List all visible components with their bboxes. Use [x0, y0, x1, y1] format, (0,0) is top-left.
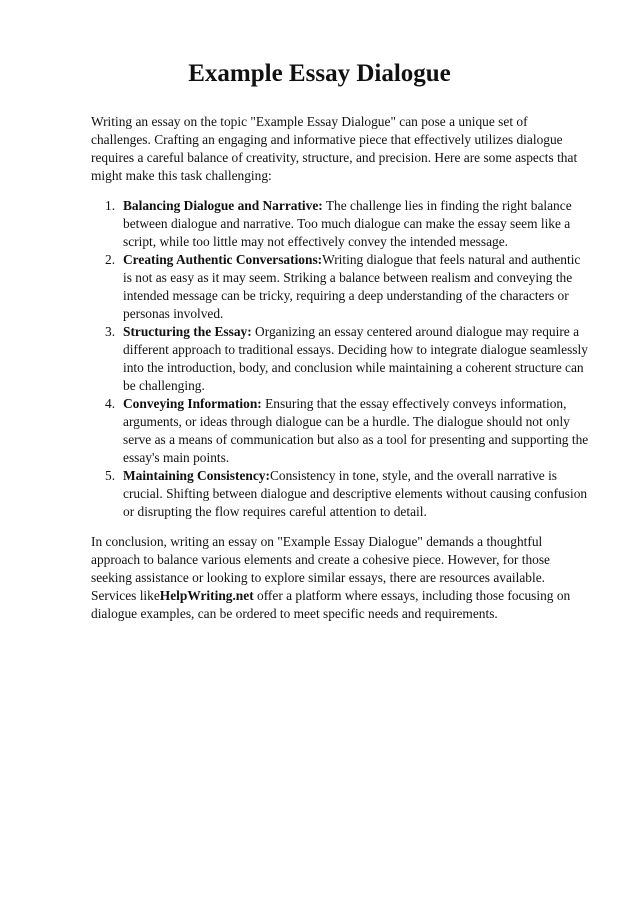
list-item-number: 4. — [105, 396, 116, 411]
list-item-term: Balancing Dialogue and Narrative: — [123, 198, 323, 213]
list-item — [105, 395, 590, 467]
list-item — [105, 197, 590, 251]
conclusion-paragraph — [91, 533, 590, 623]
list-item — [105, 467, 590, 521]
aspects-list — [91, 197, 590, 521]
list-item-text: Consistency in tone, style, and the overall narrative is crucial. Shifting between dialogue and descriptive elements without causing confusion or disrupting the flow requires careful attention to detail. — [123, 468, 588, 519]
brand-link[interactable]: HelpWriting.net — [159, 588, 254, 603]
list-item — [105, 251, 590, 323]
list-item-term: Conveying Information: — [123, 396, 262, 411]
list-item-term: Maintaining Consistency: — [123, 468, 270, 483]
intro-paragraph: Writing an essay on the topic "Example Essay Dialogue" can pose a unique set of challenges. Crafting an engaging and informative piece that effectively utilizes dialogue requires a careful balance of creativity, structure, and precision. Here are some aspects that might make this task challenging: — [91, 114, 578, 183]
list-item-number: 2. — [105, 252, 116, 267]
list-item-term: Structuring the Essay: — [123, 324, 252, 339]
list-item-number: 5. — [105, 468, 116, 483]
conclusion-text-before: In conclusion, writing an essay on "Example Essay Dialogue" demands a thoughtful approach to balance various elements and create a cohesive piece. However, for those seeking assistance or looking to explore similar essays, there are resources available. Services like — [91, 534, 550, 603]
list-item-text: Ensuring that the essay effectively conveys information, arguments, or ideas through dialogue can be a hurdle. The dialogue should not only serve as a means of communication but also as a tool for presenting and supporting the essay's main points. — [123, 396, 589, 465]
list-item-text: Organizing an essay centered around dialogue may require a different approach to traditional essays. Deciding how to integrate dialogue seamlessly into the introduction, body, and conclusion while maintaining a coherent structure can be challenging. — [123, 324, 588, 393]
list-item-number: 3. — [105, 324, 116, 339]
list-item — [105, 323, 590, 395]
conclusion-text-after: offer a platform where essays, including those focusing on dialogue examples, can be ordered to meet specific needs and requirements. — [91, 588, 571, 621]
list-item-term: Creating Authentic Conversations: — [123, 252, 323, 267]
list-item-text: Writing dialogue that feels natural and authentic is not as easy as it may seem. Striking a balance between realism and conveying the intended message can be tricky, requiring a deep understanding of the characters or personas involved. — [123, 252, 581, 321]
document-title: Example Essay Dialogue — [188, 60, 451, 87]
list-item-number: 1. — [105, 198, 116, 213]
list-item-text: The challenge lies in finding the right balance between dialogue and narrative. Too much dialogue can make the essay seem like a script, while too little may not effectively convey the intended message. — [123, 198, 572, 249]
